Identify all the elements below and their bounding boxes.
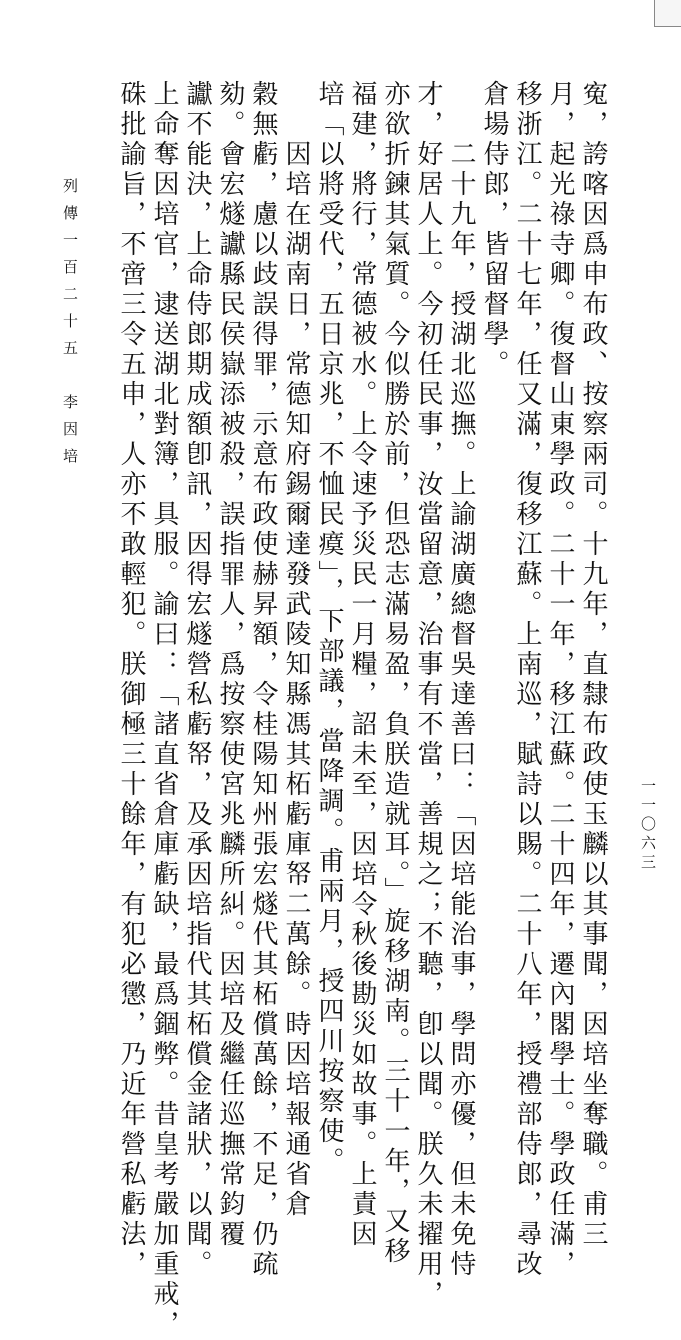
text-column-15: 硃批諭旨，不啻三令五申，人亦不敢輕犯。朕御極三十餘年，有犯必懲，乃近年營私虧法， <box>116 80 146 1280</box>
text-column-6: 才，好居人上。今初任民事，汝當留意，治事有不當，善規之；不聽，卽以聞。朕久未擢用， <box>413 80 443 1310</box>
text-column-3: 移浙江。二十七年，任又滿，復移江蘇。上南巡，賦詩以賜。二十八年，授禮部侍郎，尋改 <box>512 80 542 1280</box>
text-column-7: 亦欲折鍊其氣質。今似勝於前，但恐志滿易盈，負朕造就耳。」旋移湖南。三十一年，又移 <box>380 80 410 1267</box>
page-corner-marker <box>654 0 681 27</box>
text-column-10: 因培在湖南日，常德知府錫爾達發武陵知縣馮其柘虧庫帑二萬餘。時因培報通省倉 <box>281 140 311 1220</box>
text-column-2: 月，起光祿寺卿。復督山東學政。二十一年，移江蘇。二十四年，遷內閣學士。學政任滿， <box>545 80 575 1280</box>
text-column-12: 劾。會宏燧讞縣民侯嶽添被殺，誤指罪人，爲按察使宮兆麟所糾。因培及繼任巡撫常鈞覆 <box>215 80 245 1250</box>
page-number: 一一〇六三 <box>639 778 657 873</box>
text-column-1: 寃，誇喀因爲申布政、按察兩司。十九年，直隸布政使玉麟以其事聞，因培坐奪職。甫三 <box>578 80 608 1250</box>
text-column-5: 二十九年，授湖北巡撫。上諭湖廣總督吳達善曰：「因培能治事，學問亦優，但未免恃 <box>446 140 476 1280</box>
text-column-4: 倉場侍郎，皆留督學。 <box>479 80 509 380</box>
text-column-14: 上命奪因培官，逮送湖北對簿，具服。諭曰：「諸直省倉庫虧缺，最爲錮弊。昔皇考嚴加重戒， <box>149 80 179 1340</box>
text-column-9: 培「以將受代，五日京兆，不恤民瘼」，下部議，當降調。甫兩月，授四川按察使。 <box>314 80 344 1177</box>
running-head: 列傳一百二十五 李因培 <box>61 178 79 475</box>
text-column-8: 福建，將行，常德被水。上令速予災民一月糧，詔未至，因培令秋後勘災如故事。上責因 <box>347 80 377 1250</box>
text-column-11: 穀無虧，慮以歧誤得罪，示意布政使赫昇額，令桂陽知州張宏燧代其柘償萬餘，不足，仍疏 <box>248 80 278 1280</box>
text-column-13: 讞不能決，上命侍郎期成額卽訊，因得宏燧營私虧帑，及承因培指代其柘償金諸狀，以聞。 <box>182 80 212 1280</box>
